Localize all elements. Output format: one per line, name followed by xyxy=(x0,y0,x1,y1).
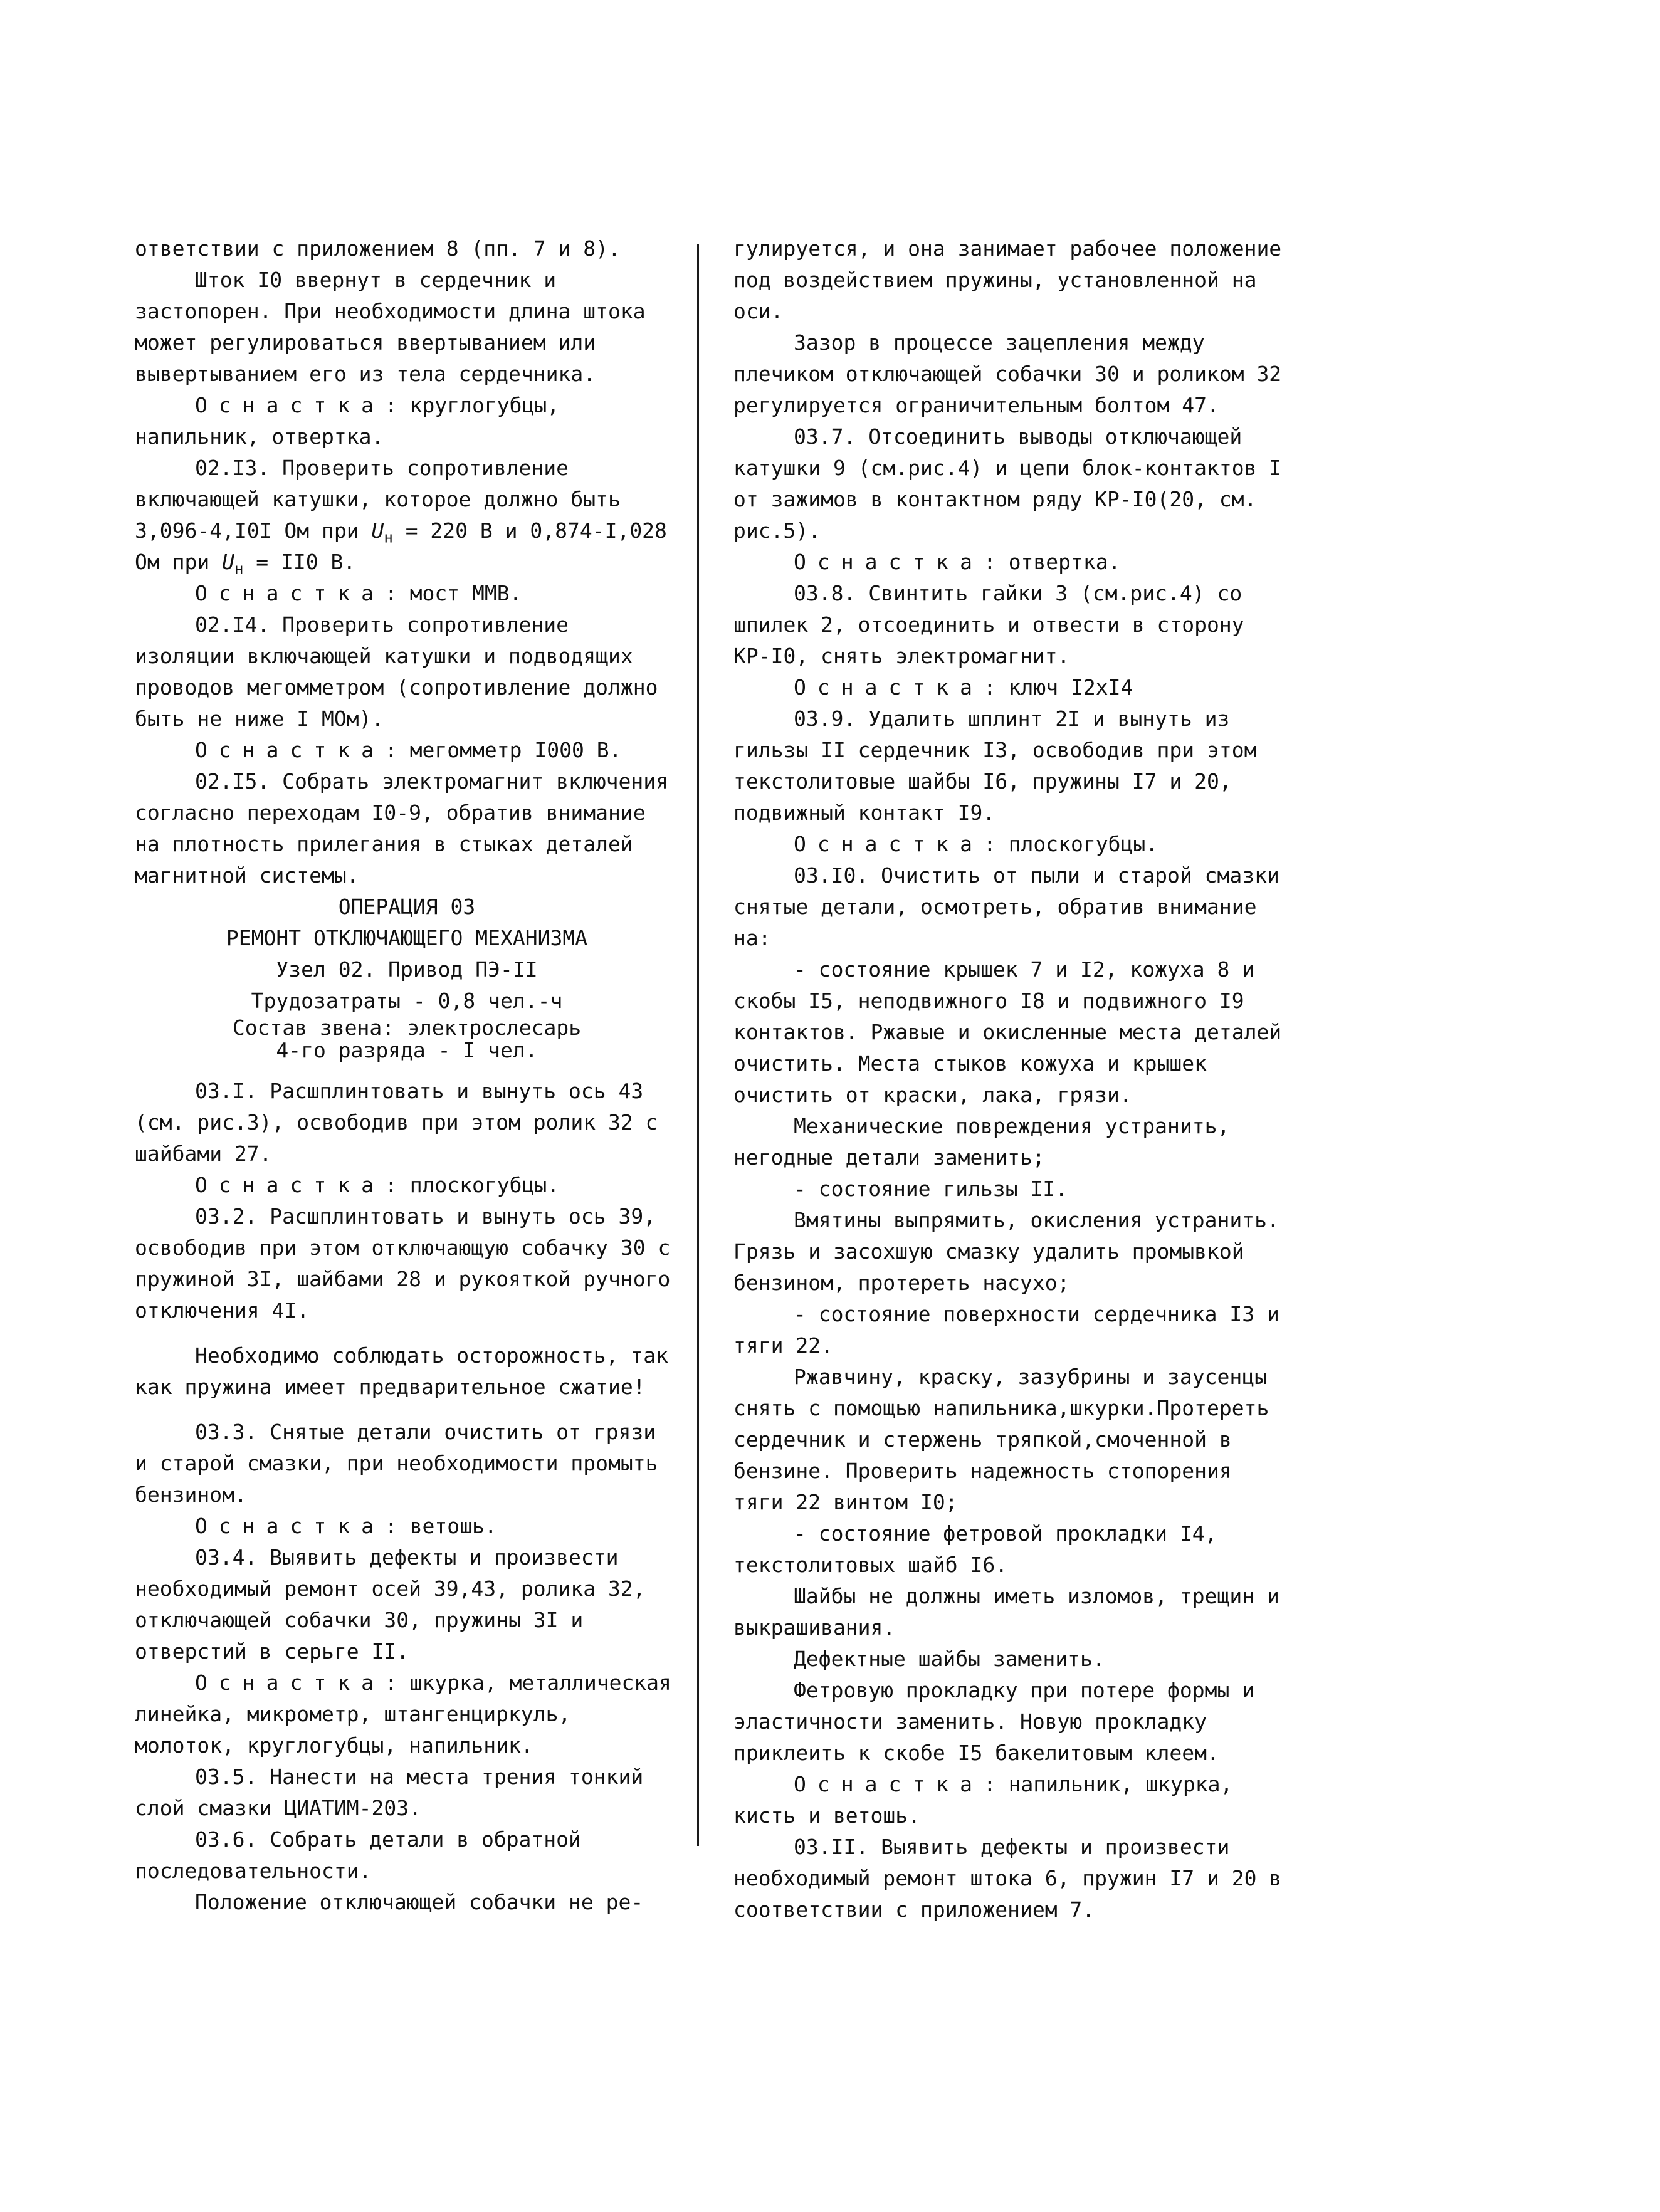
paragraph: Вмятины выпрямить, окисления устранить. Грязь и засохшую смазку удалить промывкой бензином, протереть насухо; xyxy=(733,1208,1279,1295)
paragraph: 03.3. Снятые детали очистить от грязи и старой смазки, при необходимости промыть бензином. xyxy=(135,1420,658,1507)
equipment-text: : плоскогубцы. xyxy=(384,1173,560,1197)
paragraph: 03.II. Выявить дефекты и произвести необходимый ремонт штока 6, пружин I7 и 20 в соответствии с приложением 7. xyxy=(733,1835,1282,1922)
right-column xyxy=(733,233,1284,1926)
operation-labor: Трудозатраты - 0,8 чел.-ч xyxy=(251,988,563,1013)
paragraph: Положение отключающей собачки не ре- xyxy=(195,1890,644,1914)
paragraph: - состояние фетровой прокладки I4, текстолитовых шайб I6. xyxy=(733,1521,1217,1577)
equipment-text: : отвертка. xyxy=(983,550,1121,574)
equipment-text: : мост ММВ. xyxy=(384,581,522,605)
paragraph: Фетровую прокладку при потере формы и эластичности заменить. Новую прокладку приклеить к скобе I5 бакелитовым клеем. xyxy=(733,1678,1255,1765)
paragraph: Зазор в процессе зацепления между плечиком отключающей собачки 30 и роликом 32 регулируется ограничительным болтом 47. xyxy=(733,330,1282,417)
warning-paragraph: Необходимо соблюдать осторожность, так как пружина имеет предварительное сжатие! xyxy=(135,1343,668,1399)
equipment-line xyxy=(733,672,1284,703)
operation-crew-grade: 4-го разряда - I чел. xyxy=(276,1038,538,1062)
paragraph: - состояние гильзы II. xyxy=(794,1177,1068,1201)
equipment-label: Оснастка xyxy=(195,581,385,605)
equipment-line xyxy=(733,547,1284,578)
equipment-text: : плоскогубцы. xyxy=(983,832,1158,856)
equipment-label: Оснастка xyxy=(195,393,385,417)
equipment-label: Оснастка xyxy=(794,675,984,700)
paragraph: 03.2. Расшплинтовать и вынуть ось 39, освободив при этом отключающую собачку 30 с пружиной 3I, шайбами 28 и рукояткой ручного отключения 4I. xyxy=(135,1204,671,1323)
equipment-label: Оснастка xyxy=(794,550,984,574)
equipment-label: Оснастка xyxy=(195,1173,385,1197)
voltage-subscript: н xyxy=(384,528,393,547)
equipment-line xyxy=(135,578,679,609)
spacer xyxy=(135,1326,679,1340)
equipment-text: : мегомметр I000 В. xyxy=(384,738,622,762)
paragraph: Дефектные шайбы заменить. xyxy=(794,1647,1105,1671)
paragraph: 03.5. Нанести на места трения тонкий слой смазки ЦИАТИМ-203. xyxy=(135,1764,644,1820)
equipment-label: Оснастка xyxy=(794,832,984,856)
paragraph: гулируется, и она занимает рабочее положение под воздействием пружины, установленной на оси. xyxy=(733,236,1282,323)
operation-heading: ОПЕРАЦИЯ 03 xyxy=(338,894,476,919)
paragraph: - состояние крышек 7 и I2, кожуха 8 и скобы I5, неподвижного I8 и подвижного I9 контактов. Ржавые и окисленные места деталей очистить. Места стыков кожуха и крышек очистить от краски, лака, грязи. xyxy=(733,957,1282,1107)
paragraph: Механические повреждения устранить, негодные детали заменить; xyxy=(733,1114,1230,1170)
column-divider xyxy=(697,244,699,1846)
equipment-line xyxy=(135,390,679,453)
text: 02.I3. Проверить сопротивление включающей катушки, которое должно быть 3,096-4,I0I Ом при xyxy=(135,456,621,543)
left-column xyxy=(135,233,679,1918)
equipment-line xyxy=(135,1170,679,1201)
equipment-text: : круглогубцы, напильник, отвертка. xyxy=(135,393,560,449)
voltage-subscript: н xyxy=(234,560,244,578)
equipment-label: Оснастка xyxy=(794,1772,984,1796)
text: = 220 В и 0,874-I,028 Ом при xyxy=(135,518,667,574)
paragraph: 02.I4. Проверить сопротивление изоляции включающей катушки и подводящих проводов мегомметром (сопротивление должно быть не ниже I МОм). xyxy=(135,612,658,731)
voltage-symbol: U xyxy=(371,518,384,543)
operation-crew: Состав звена: электрослесарь xyxy=(232,1015,582,1040)
spacer xyxy=(135,1403,679,1417)
paragraph: - состояние поверхности сердечника I3 и тяги 22. xyxy=(733,1302,1279,1358)
paragraph: Шайбы не должны иметь изломов, трещин и выкрашивания. xyxy=(733,1584,1279,1640)
paragraph: 03.8. Свинтить гайки 3 (см.рис.4) со шпилек 2, отсоединить и отвести в сторону КР-I0, снять электромагнит. xyxy=(733,581,1244,668)
paragraph: 03.I. Расшплинтовать и вынуть ось 43 (см. рис.3), освободив при этом ролик 32 с шайбами 27. xyxy=(135,1079,658,1166)
equipment-line xyxy=(733,1769,1284,1832)
paragraph: 03.6. Собрать детали в обратной последовательности. xyxy=(135,1827,581,1883)
equipment-label: Оснастка xyxy=(195,1514,385,1538)
paragraph: 03.4. Выявить дефекты и произвести необходимый ремонт осей 39,43, ролика 32, отключающей собачки 30, пружины 3I и отверстий в серьге II. xyxy=(135,1545,646,1664)
operation-node: Узел 02. Привод ПЭ-II xyxy=(276,957,538,982)
text: = II0 В. xyxy=(243,550,356,574)
paragraph: 03.I0. Очистить от пыли и старой смазки снятые детали, осмотреть, обратив внимание на: xyxy=(733,863,1279,950)
equipment-label: Оснастка xyxy=(195,738,385,762)
operation-title: РЕМОНТ ОТКЛЮЧАЮЩЕГО МЕХАНИЗМА xyxy=(226,926,588,950)
paragraph: ответствии с приложением 8 (пп. 7 и 8). xyxy=(135,236,621,261)
paragraph: Ржавчину, краску, зазубрины и заусенцы снять с помощью напильника,шкурки.Протереть сердечник и стержень тряпкой,смоченной в бензине. Проверить надежность стопорения тяги 22 винтом I0; xyxy=(733,1365,1269,1514)
paragraph: 03.7. Отсоединить выводы отключающей катушки 9 (см.рис.4) и цепи блок-контактов I от зажимов в контактном ряду КР-I0(20, см. рис.5). xyxy=(733,424,1282,543)
voltage-symbol: U xyxy=(222,550,234,574)
paragraph: 02.I5. Собрать электромагнит включения согласно переходам I0-9, обратив внимание на плотность прилегания в стыках деталей магнитной системы. xyxy=(135,769,668,888)
paragraph: Шток I0 ввернут в сердечник и застопорен. При необходимости длина штока может регулироваться ввертыванием или вывертыванием его из тела сердечника. xyxy=(135,268,646,386)
paragraph: 03.9. Удалить шплинт 2I и вынуть из гильзы II сердечник I3, освободив при этом текстолитовые шайбы I6, пружины I7 и 20, подвижный контакт I9. xyxy=(733,706,1257,825)
equipment-text: : напильник, шкурка, кисть и ветошь. xyxy=(733,1772,1233,1828)
equipment-line xyxy=(135,1511,679,1542)
equipment-text: : шкурка, металлическая линейка, микрометр, штангенциркуль, молоток, круглогубцы, напильник. xyxy=(135,1670,671,1758)
equipment-line xyxy=(135,1667,679,1761)
equipment-text: : ключ I2хI4 xyxy=(983,675,1133,700)
equipment-line xyxy=(135,735,679,766)
spacer xyxy=(135,1062,679,1076)
equipment-line xyxy=(733,829,1284,860)
equipment-text: : ветошь. xyxy=(384,1514,497,1538)
equipment-label: Оснастка xyxy=(195,1670,385,1695)
paragraph-resistance xyxy=(135,453,679,578)
